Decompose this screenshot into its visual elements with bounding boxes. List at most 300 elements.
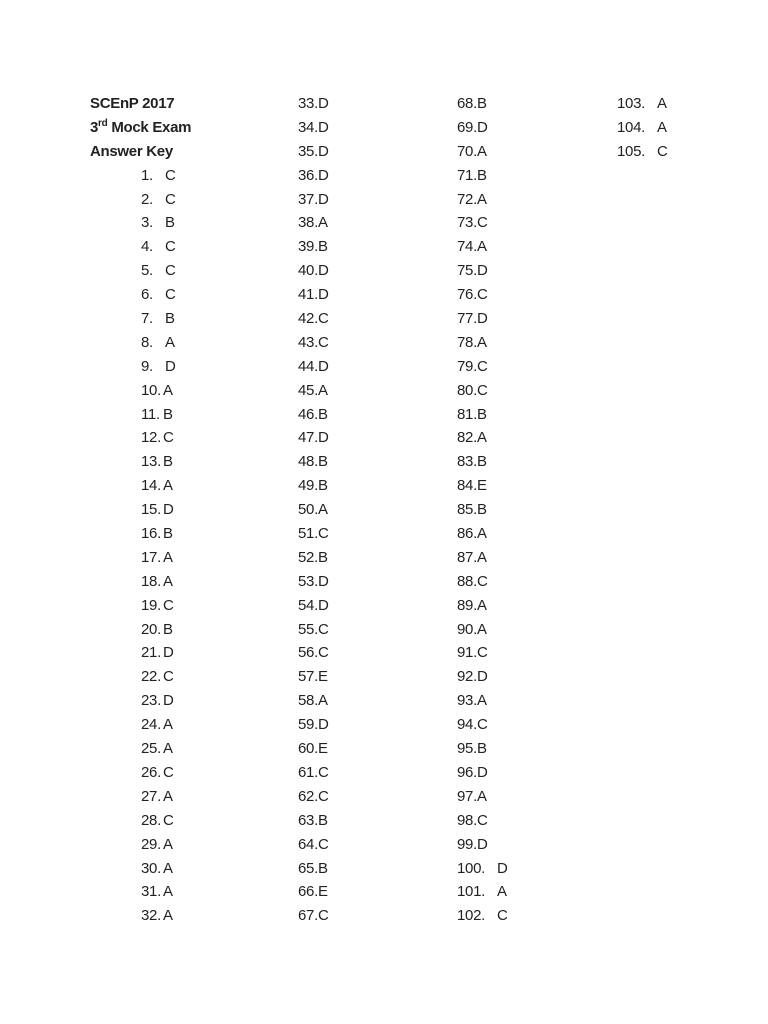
- answer-item: [141, 92, 176, 116]
- answer-item: [141, 188, 176, 212]
- answer-letter: B: [317, 477, 328, 495]
- question-number: 52.: [298, 548, 318, 566]
- answer-letter: A: [657, 118, 667, 136]
- question-number: 44.: [298, 357, 318, 375]
- answer-item: [457, 116, 508, 140]
- answer-letter: D: [317, 716, 329, 734]
- answer-letter: E: [317, 883, 328, 901]
- answer-item: [457, 498, 508, 522]
- question-number: 19.: [141, 596, 161, 614]
- answer-item: [141, 594, 176, 618]
- answer-item: [617, 116, 668, 140]
- question-number: 14.: [141, 477, 161, 495]
- question-number: 50.: [298, 501, 318, 519]
- answer-item: [298, 116, 329, 140]
- answer-letter: D: [317, 166, 329, 184]
- question-number: 75.: [457, 262, 477, 280]
- question-number: 78.: [457, 333, 477, 351]
- question-number: 43.: [298, 333, 318, 351]
- question-number: 83.: [457, 453, 477, 471]
- answer-letter: B: [476, 501, 487, 519]
- answer-letter: A: [163, 787, 173, 805]
- answer-item: [298, 570, 329, 594]
- answer-letter: B: [317, 405, 328, 423]
- answer-item: [298, 880, 329, 904]
- answer-column-2: [298, 92, 329, 928]
- question-number: 64.: [298, 835, 318, 853]
- answer-item: [457, 474, 508, 498]
- answer-item: [298, 904, 329, 928]
- answer-letter: D: [317, 286, 329, 304]
- question-number: 84.: [457, 477, 477, 495]
- question-number: 20.: [141, 620, 161, 638]
- answer-letter: C: [165, 286, 176, 304]
- answer-item: [298, 641, 329, 665]
- answer-letter: C: [163, 668, 174, 686]
- question-number: 63.: [298, 811, 318, 829]
- answer-item: [298, 259, 329, 283]
- answer-letter: B: [165, 214, 175, 232]
- answer-letter: C: [317, 525, 329, 543]
- question-number: 91.: [457, 644, 477, 662]
- answer-letter: D: [165, 357, 176, 375]
- answer-letter: A: [163, 740, 173, 758]
- question-number: 58.: [298, 692, 318, 710]
- answer-letter: B: [476, 453, 487, 471]
- answer-letter: D: [163, 692, 174, 710]
- answer-letter: A: [476, 333, 487, 351]
- answer-item: [457, 761, 508, 785]
- answer-letter: A: [476, 429, 487, 447]
- answer-item: [141, 379, 176, 403]
- answer-letter: A: [476, 620, 487, 638]
- answer-item: [457, 665, 508, 689]
- question-number: 16.: [141, 525, 161, 543]
- answer-item: [141, 761, 176, 785]
- question-number: 88.: [457, 572, 477, 590]
- answer-letter: A: [163, 859, 173, 877]
- answer-letter: C: [476, 381, 488, 399]
- answer-item: [141, 283, 176, 307]
- answer-item: [457, 164, 508, 188]
- question-number: 62.: [298, 787, 318, 805]
- question-number: 96.: [457, 763, 477, 781]
- answer-letter: C: [165, 166, 176, 184]
- answer-letter: D: [476, 835, 488, 853]
- answer-item: [298, 211, 329, 235]
- answer-item: [298, 857, 329, 881]
- question-number: 24.: [141, 716, 161, 734]
- header-title: SCEnP 2017: [90, 95, 175, 112]
- answer-item: [141, 880, 176, 904]
- question-number: 79.: [457, 357, 477, 375]
- question-number: 77.: [457, 310, 477, 328]
- question-number: 61.: [298, 763, 318, 781]
- answer-item: [141, 546, 176, 570]
- answer-letter: C: [657, 142, 668, 160]
- answer-item: [298, 618, 329, 642]
- answer-letter: C: [476, 214, 488, 232]
- answer-item: [141, 140, 176, 164]
- answer-item: [141, 522, 176, 546]
- question-number: 89.: [457, 596, 477, 614]
- answer-letter: D: [317, 262, 329, 280]
- answer-item: [141, 641, 176, 665]
- question-number: 98.: [457, 811, 477, 829]
- answer-letter: A: [476, 548, 487, 566]
- question-number: 31.: [141, 883, 161, 901]
- answer-letter: C: [317, 310, 329, 328]
- answer-letter: A: [476, 525, 487, 543]
- question-number: 23.: [141, 692, 161, 710]
- answer-item: [298, 737, 329, 761]
- answer-item: [298, 140, 329, 164]
- question-number: 65.: [298, 859, 318, 877]
- answer-item: [141, 785, 176, 809]
- answer-item: [141, 474, 176, 498]
- answer-letter: A: [163, 381, 173, 399]
- question-number: 8.: [141, 333, 153, 351]
- answer-letter: A: [317, 381, 328, 399]
- answer-letter: A: [163, 883, 173, 901]
- answer-item: [298, 474, 329, 498]
- answer-item: [298, 761, 329, 785]
- question-number: 48.: [298, 453, 318, 471]
- question-number: 93.: [457, 692, 477, 710]
- question-number: 105.: [617, 142, 645, 160]
- question-number: 4.: [141, 238, 153, 256]
- answer-item: [141, 426, 176, 450]
- question-number: 74.: [457, 238, 477, 256]
- answer-item: [141, 689, 176, 713]
- answer-column-3: [457, 92, 508, 928]
- answer-item: [141, 355, 176, 379]
- answer-letter: B: [163, 525, 173, 543]
- question-number: 82.: [457, 429, 477, 447]
- question-number: 3.: [141, 214, 153, 232]
- answer-item: [141, 331, 176, 355]
- answer-letter: C: [165, 238, 176, 256]
- question-number: 49.: [298, 477, 318, 495]
- answer-item: [141, 713, 176, 737]
- question-number: 38.: [298, 214, 318, 232]
- question-number: 45.: [298, 381, 318, 399]
- answer-item: [617, 140, 668, 164]
- answer-item: [141, 116, 176, 140]
- question-number: 13.: [141, 453, 161, 471]
- answer-letter: A: [476, 190, 487, 208]
- answer-item: [457, 235, 508, 259]
- question-number: 54.: [298, 596, 318, 614]
- answer-item: [298, 594, 329, 618]
- answer-item: [298, 379, 329, 403]
- answer-item: [457, 283, 508, 307]
- question-number: 40.: [298, 262, 318, 280]
- answer-item: [457, 546, 508, 570]
- answer-item: [298, 785, 329, 809]
- question-number: 42.: [298, 310, 318, 328]
- answer-letter: D: [497, 859, 508, 877]
- answer-letter: A: [165, 333, 175, 351]
- question-number: 101.: [457, 883, 485, 901]
- answer-item: [457, 737, 508, 761]
- question-number: 100.: [457, 859, 485, 877]
- question-number: 85.: [457, 501, 477, 519]
- question-number: 9.: [141, 357, 153, 375]
- question-number: 56.: [298, 644, 318, 662]
- answer-letter: C: [317, 620, 329, 638]
- answer-item: [141, 737, 176, 761]
- question-number: 35.: [298, 142, 318, 160]
- answer-item: [457, 355, 508, 379]
- answer-letter: C: [317, 787, 329, 805]
- answer-letter: A: [163, 835, 173, 853]
- question-number: 17.: [141, 548, 161, 566]
- answer-letter: C: [163, 811, 174, 829]
- answer-item: [298, 307, 329, 331]
- question-number: 12.: [141, 429, 161, 447]
- answer-letter: B: [476, 405, 487, 423]
- answer-letter: A: [163, 477, 173, 495]
- answer-letter: D: [476, 763, 488, 781]
- question-number: 29.: [141, 835, 161, 853]
- answer-item: [141, 211, 176, 235]
- answer-letter: C: [317, 835, 329, 853]
- answer-item: [141, 618, 176, 642]
- answer-letter: B: [317, 811, 328, 829]
- answer-item: [298, 546, 329, 570]
- question-number: 1.: [141, 166, 153, 184]
- answer-letter: B: [163, 405, 173, 423]
- answer-item: [298, 283, 329, 307]
- answer-letter: B: [476, 740, 487, 758]
- answer-item: [457, 379, 508, 403]
- question-number: 92.: [457, 668, 477, 686]
- answer-letter: C: [476, 716, 488, 734]
- question-number: 33.: [298, 95, 318, 112]
- answer-letter: D: [317, 572, 329, 590]
- question-number: 87.: [457, 548, 477, 566]
- question-number: 26.: [141, 763, 161, 781]
- answer-letter: D: [476, 118, 488, 136]
- answer-item: [141, 259, 176, 283]
- answer-item: [141, 833, 176, 857]
- answer-letter: C: [476, 811, 488, 829]
- question-number: 97.: [457, 787, 477, 805]
- answer-item: [298, 355, 329, 379]
- question-number: 27.: [141, 787, 161, 805]
- answer-item: [141, 857, 176, 881]
- answer-item: [457, 140, 508, 164]
- answer-letter: C: [476, 357, 488, 375]
- answer-item: [457, 331, 508, 355]
- answer-letter: C: [163, 429, 174, 447]
- answer-item: [457, 570, 508, 594]
- answer-letter: A: [317, 692, 328, 710]
- answer-letter: A: [476, 787, 487, 805]
- answer-letter: E: [317, 740, 328, 758]
- answer-item: [457, 689, 508, 713]
- answer-item: [141, 570, 176, 594]
- answer-letter: E: [317, 668, 328, 686]
- answer-letter: A: [163, 572, 173, 590]
- answer-item: [457, 880, 508, 904]
- answer-item: [298, 92, 329, 116]
- question-number: 68.: [457, 95, 477, 112]
- answer-letter: C: [317, 907, 329, 925]
- question-number: 55.: [298, 620, 318, 638]
- question-number: 11.: [141, 405, 160, 423]
- question-number: 22.: [141, 668, 161, 686]
- question-number: 57.: [298, 668, 318, 686]
- answer-item: [141, 809, 176, 833]
- answer-item: [457, 641, 508, 665]
- answer-item: [298, 713, 329, 737]
- question-number: 99.: [457, 835, 477, 853]
- answer-letter: C: [165, 190, 176, 208]
- answer-letter: C: [476, 644, 488, 662]
- question-number: 71.: [457, 166, 477, 184]
- question-number: 36.: [298, 166, 318, 184]
- answer-letter: D: [476, 668, 488, 686]
- answer-item: [298, 426, 329, 450]
- answer-item: [457, 92, 508, 116]
- answer-item: [457, 785, 508, 809]
- answer-letter: D: [317, 429, 329, 447]
- question-number: 53.: [298, 572, 318, 590]
- answer-letter: C: [476, 572, 488, 590]
- question-number: 72.: [457, 190, 477, 208]
- answer-letter: B: [165, 310, 175, 328]
- answer-column-4: [617, 92, 668, 164]
- question-number: 34.: [298, 118, 318, 136]
- question-number: 94.: [457, 716, 477, 734]
- answer-letter: A: [657, 95, 667, 112]
- answer-letter: A: [476, 142, 487, 160]
- answer-item: [298, 833, 329, 857]
- question-number: 102.: [457, 907, 485, 925]
- question-number: 90.: [457, 620, 477, 638]
- question-number: 51.: [298, 525, 318, 543]
- answer-item: [141, 904, 176, 928]
- question-number: 41.: [298, 286, 318, 304]
- question-number: 7.: [141, 310, 153, 328]
- question-number: 95.: [457, 740, 477, 758]
- answer-item: [457, 307, 508, 331]
- answer-letter: B: [317, 548, 328, 566]
- answer-letter: C: [476, 286, 488, 304]
- answer-item: [298, 403, 329, 427]
- answer-letter: C: [317, 644, 329, 662]
- question-number: 70.: [457, 142, 477, 160]
- answer-letter: D: [476, 262, 488, 280]
- answer-item: [298, 689, 329, 713]
- answer-item: [457, 188, 508, 212]
- header-subtitle: 3rd Mock Exam: [90, 118, 192, 136]
- answer-item: [141, 403, 176, 427]
- question-number: 81.: [457, 405, 477, 423]
- answer-letter: B: [476, 95, 487, 112]
- answer-letter: A: [317, 501, 328, 519]
- answer-letter: C: [163, 763, 174, 781]
- answer-letter: D: [163, 501, 174, 519]
- answer-item: [141, 665, 176, 689]
- answer-letter: A: [497, 883, 507, 901]
- answer-letter: A: [476, 596, 487, 614]
- answer-item: [457, 594, 508, 618]
- answer-item: [457, 211, 508, 235]
- answer-item: [141, 307, 176, 331]
- question-number: 30.: [141, 859, 161, 877]
- question-number: 47.: [298, 429, 318, 447]
- answer-letter: C: [163, 596, 174, 614]
- answer-letter: A: [163, 716, 173, 734]
- question-number: 28.: [141, 811, 161, 829]
- answer-item: [298, 498, 329, 522]
- question-number: 66.: [298, 883, 318, 901]
- header-label: Answer Key: [90, 143, 173, 160]
- answer-item: [457, 618, 508, 642]
- answer-letter: A: [163, 907, 173, 925]
- question-number: 103.: [617, 95, 645, 112]
- answer-item: [457, 522, 508, 546]
- answer-item: [617, 92, 668, 116]
- answer-column-1: [141, 92, 176, 928]
- question-number: 73.: [457, 214, 477, 232]
- answer-item: [298, 665, 329, 689]
- answer-item: [457, 857, 508, 881]
- question-number: 39.: [298, 238, 318, 256]
- question-number: 104.: [617, 118, 645, 136]
- question-number: 21.: [141, 644, 161, 662]
- answer-item: [457, 426, 508, 450]
- question-number: 5.: [141, 262, 153, 280]
- answer-item: [298, 450, 329, 474]
- answer-item: [298, 522, 329, 546]
- question-number: 25.: [141, 740, 161, 758]
- answer-letter: B: [317, 859, 328, 877]
- answer-item: [457, 904, 508, 928]
- answer-item: [457, 450, 508, 474]
- question-number: 37.: [298, 190, 318, 208]
- answer-item: [298, 809, 329, 833]
- answer-item: [457, 809, 508, 833]
- answer-letter: E: [476, 477, 487, 495]
- answer-letter: B: [317, 453, 328, 471]
- question-number: 76.: [457, 286, 477, 304]
- answer-item: [141, 164, 176, 188]
- answer-letter: D: [317, 95, 329, 112]
- answer-item: [298, 188, 329, 212]
- answer-letter: D: [317, 190, 329, 208]
- answer-item: [141, 235, 176, 259]
- question-number: 60.: [298, 740, 318, 758]
- question-number: 69.: [457, 118, 477, 136]
- question-number: 67.: [298, 907, 318, 925]
- answer-letter: B: [163, 620, 173, 638]
- answer-letter: D: [317, 118, 329, 136]
- answer-letter: D: [163, 644, 174, 662]
- question-number: 6.: [141, 286, 153, 304]
- answer-item: [298, 235, 329, 259]
- answer-item: [457, 833, 508, 857]
- answer-letter: D: [476, 310, 488, 328]
- question-number: 2.: [141, 190, 153, 208]
- answer-letter: B: [163, 453, 173, 471]
- answer-letter: A: [317, 214, 328, 232]
- answer-item: [457, 403, 508, 427]
- answer-letter: A: [476, 238, 487, 256]
